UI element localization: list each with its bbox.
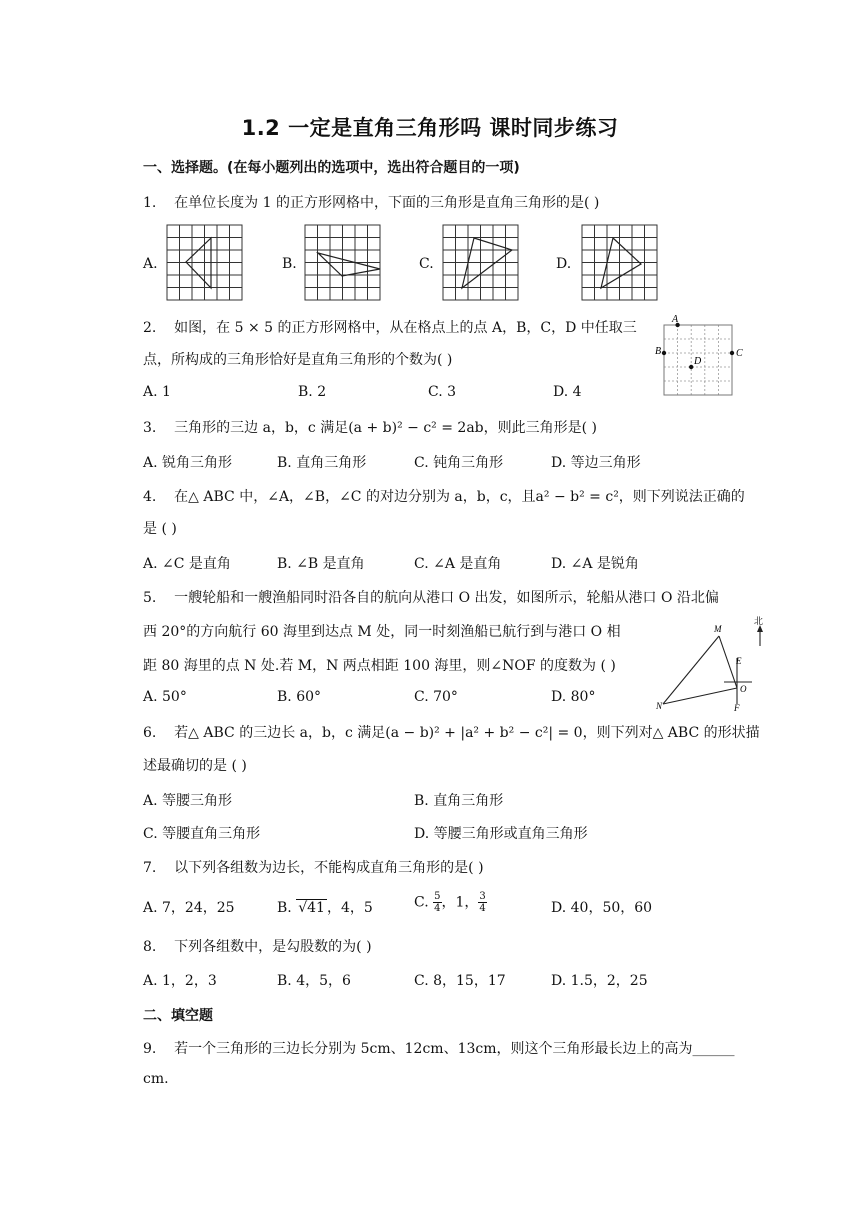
q5-option-c: C. 70°	[414, 689, 458, 705]
q2-option-b: B. 2	[298, 384, 327, 400]
question-5-line2: 西 20°的方向航行 60 海里到达点 M 处，同一时刻渔船已航行到与港口 O 相	[143, 624, 621, 640]
question-text: 三角形的三边 a，b，c 满足(a + b)² − c² = 2ab，则此三角形是( )	[174, 420, 598, 436]
question-4-line2: 是 ( )	[143, 521, 177, 537]
q2-option-a: A. 1	[143, 384, 171, 400]
north-label: 北	[754, 616, 764, 626]
q2-grid-figure	[650, 312, 743, 398]
question-2-line1	[143, 317, 637, 337]
question-text: 以下列各组数为边长，不能构成直角三角形的是( )	[174, 860, 484, 876]
q1-grid-b	[304, 224, 382, 302]
question-text: 下列各组数中，是勾股数的为( )	[174, 939, 372, 955]
q5-option-d: D. 80°	[551, 689, 596, 705]
q1-triangle-b	[318, 253, 380, 276]
q3-option-d: D. 等边三角形	[551, 455, 641, 471]
question-4-line1	[143, 486, 745, 506]
q5-option-b: B. 60°	[277, 689, 322, 705]
q2-point-b-label: B	[655, 346, 662, 357]
question-number: 8.	[143, 939, 157, 955]
question-number: 4.	[143, 489, 157, 505]
question-8	[143, 936, 372, 956]
page-title: 1.2 一定是直角三角形吗 课时同步练习	[241, 116, 619, 140]
point-o-label: O	[740, 684, 747, 694]
question-number: 5.	[143, 590, 157, 606]
question-5-line1	[143, 587, 719, 607]
question-text: 若△ ABC 的三边长 a，b，c 满足(a − b)² + |a² + b² − c²| = 0，则下列对△ ABC 的形状描	[174, 725, 760, 741]
q4-option-c: C. ∠A 是直角	[414, 556, 502, 572]
q8-option-d: D. 1.5，2，25	[551, 973, 648, 989]
q7-option-b	[277, 897, 373, 917]
q1-option-a-label: A.	[143, 256, 158, 272]
question-text: 如图，在 5 × 5 的正方形网格中，从在格点上的点 A，B，C，D 中任取三	[174, 320, 637, 336]
q2-point-a-label: A	[672, 314, 679, 325]
fraction-5-4: $\frac{5}{4}$	[434, 891, 441, 914]
fraction-3-4: $\frac{3}{4}$	[479, 891, 486, 914]
question-number: 2.	[143, 320, 157, 336]
q7-option-a: A. 7，24，25	[143, 900, 235, 916]
q4-option-a: A. ∠C 是直角	[143, 556, 231, 572]
q3-option-b: B. 直角三角形	[277, 455, 367, 471]
question-7	[143, 857, 484, 877]
sqrt-expression: √41	[298, 900, 325, 916]
question-text: 若一个三角形的三边长分别为 5cm、12cm、13cm，则这个三角形最长边上的高为______	[174, 1041, 735, 1057]
question-1	[143, 192, 599, 212]
question-number: 9.	[143, 1041, 157, 1057]
section-choice-heading: 一、选择题。(在每小题列出的选项中，选出符合题目的一项)	[143, 160, 520, 176]
question-2-line2: 点，所构成的三角形恰好是直角三角形的个数为( )	[143, 352, 453, 368]
q3-option-a: A. 锐角三角形	[143, 455, 233, 471]
question-number: 1.	[143, 195, 157, 211]
q3-option-c: C. 钝角三角形	[414, 455, 504, 471]
point-f-label: F	[734, 703, 740, 713]
section-fill-heading: 二、填空题	[143, 1008, 213, 1024]
q6-option-b: B. 直角三角形	[414, 793, 504, 809]
question-9-line2: cm.	[143, 1071, 169, 1087]
question-text: 一艘轮船和一艘渔船同时沿各自的航向从港口 O 出发，如图所示，轮船从港口 O 沿北偏	[174, 590, 719, 606]
q5-option-a: A. 50°	[143, 689, 187, 705]
q1-option-c-label: C.	[419, 256, 434, 272]
q7-option-d: D. 40，50，60	[551, 900, 653, 916]
q4-option-b: B. ∠B 是直角	[277, 556, 365, 572]
question-number: 3.	[143, 420, 157, 436]
q1-grid-d	[581, 224, 659, 302]
question-6-line1	[143, 722, 760, 742]
q7-option-c	[414, 891, 487, 914]
option-mid: ，1，	[441, 894, 479, 911]
question-number: 7.	[143, 860, 157, 876]
q8-option-c: C. 8，15，17	[414, 973, 506, 989]
q6-option-c: C. 等腰直角三角形	[143, 826, 261, 842]
q1-option-d-label: D.	[556, 256, 572, 272]
question-number: 6.	[143, 725, 157, 741]
q2-option-d: D. 4	[553, 384, 582, 400]
q6-option-d: D. 等腰三角形或直角三角形	[414, 826, 588, 842]
point-m-label: M	[714, 624, 722, 634]
option-letter: B.	[277, 900, 292, 916]
q1-grid-c	[442, 224, 520, 302]
q8-option-a: A. 1，2，3	[143, 973, 217, 989]
q2-point-d-label: D	[694, 356, 702, 367]
question-6-line2: 述最确切的是 ( )	[143, 758, 247, 774]
q2-point-c-label: C	[736, 348, 743, 359]
question-5-line3: 距 80 海里的点 N 处.若 M，N 两点相距 100 海里，则∠NOF 的度数为 ( )	[143, 658, 616, 674]
question-9-line1	[143, 1038, 735, 1058]
option-letter: C.	[414, 894, 429, 911]
q2-option-c: C. 3	[428, 384, 457, 400]
point-e-label: E	[736, 656, 742, 666]
question-text: 在单位长度为 1 的正方形网格中，下面的三角形是直角三角形的是( )	[174, 195, 600, 211]
q5-navigation-figure	[650, 612, 770, 712]
q1-option-b-label: B.	[282, 256, 297, 272]
q1-grid-a	[166, 224, 244, 302]
q4-option-d: D. ∠A 是锐角	[551, 556, 639, 572]
question-text: 在△ ABC 中，∠A，∠B，∠C 的对边分别为 a，b，c，且a² − b² = c²，则下列说法正确的	[174, 489, 745, 505]
point-n-label: N	[656, 701, 663, 711]
q8-option-b: B. 4，5，6	[277, 973, 351, 989]
question-3	[143, 417, 597, 437]
option-rest: ，4，5	[326, 900, 373, 916]
q6-option-a: A. 等腰三角形	[143, 793, 233, 809]
